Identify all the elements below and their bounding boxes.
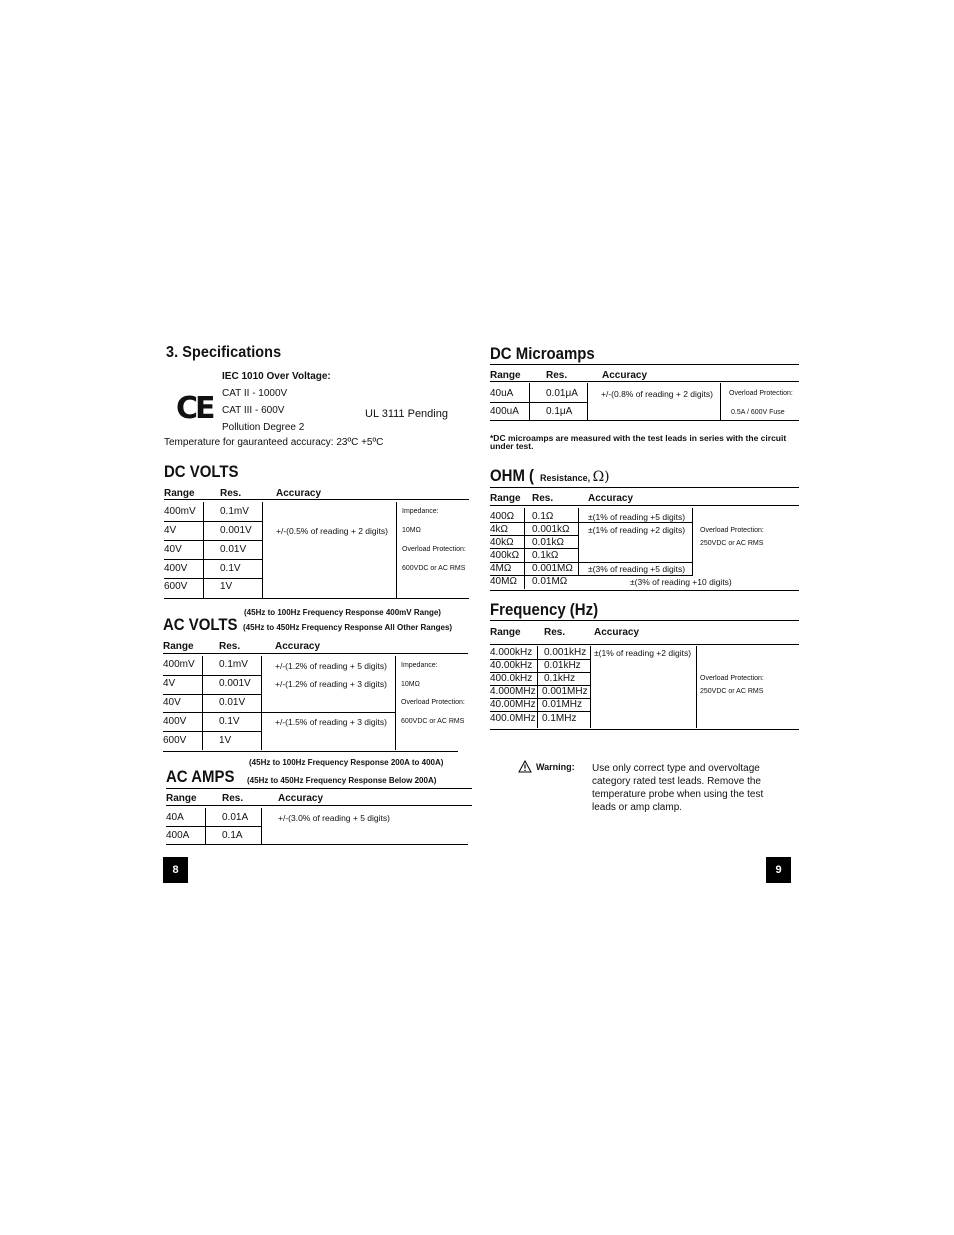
acv-header-range: Range xyxy=(163,641,194,652)
table-cell: 0.1mV xyxy=(220,506,249,517)
warning-triangle-icon xyxy=(518,760,532,773)
table-cell: 0.001MHz xyxy=(542,686,588,697)
acv-accuracy: +/-(1.2% of reading + 3 digits) xyxy=(275,679,387,689)
ohm-accuracy: ±(1% of reading +5 digits) xyxy=(588,512,686,522)
dcv-note: 600VDC or AC RMS xyxy=(402,565,466,572)
aca-header-accuracy: Accuracy xyxy=(278,793,324,804)
ohm-header-accuracy: Accuracy xyxy=(588,493,634,504)
dcua-footnote: *DC microamps are measured with the test leads in series with the circuit under test. xyxy=(490,433,787,451)
table-cell: 0.01MΩ xyxy=(532,576,568,587)
table-row: 4.000kHz xyxy=(490,647,533,658)
dcv-header-range: Range xyxy=(164,488,195,499)
ohm-header-res: Res. xyxy=(532,493,554,504)
dcv-note: Overload Protection: xyxy=(402,546,466,553)
table-cell: 0.1V xyxy=(220,563,241,574)
dc-microamps-title: DC Microamps xyxy=(490,344,595,363)
dcua-note: 0.5A / 600V Fuse xyxy=(731,409,785,416)
freq-header-res: Res. xyxy=(544,627,566,638)
table-row: 4V xyxy=(163,678,176,689)
iec-title: IEC 1010 Over Voltage: xyxy=(222,371,331,382)
ac-amps-title: AC AMPS xyxy=(166,767,235,786)
table-row: 400.0MHz xyxy=(490,713,536,724)
table-row: 40.00kHz xyxy=(490,660,533,671)
table-row: 4MΩ xyxy=(490,563,512,574)
dcua-accuracy: +/-(0.8% of reading + 2 digits) xyxy=(601,389,713,399)
aca-frequency-note: (45Hz to 450Hz Frequency Response Below 200A) xyxy=(247,776,437,785)
table-row: 40V xyxy=(163,697,181,708)
table-row: 40A xyxy=(166,812,184,823)
acv-header-res: Res. xyxy=(219,641,241,652)
table-cell: 0.01V xyxy=(219,697,246,708)
frequency-title: Frequency (Hz) xyxy=(490,600,599,619)
aca-accuracy: +/-(3.0% of reading + 5 digits) xyxy=(278,813,390,823)
table-row: 40kΩ xyxy=(490,537,514,548)
table-cell: 0.01μA xyxy=(546,388,578,399)
ac-volts-title: AC VOLTS xyxy=(163,615,238,634)
table-row: 40uA xyxy=(490,388,514,399)
table-cell: 0.001V xyxy=(220,525,252,536)
table-cell: 0.1μA xyxy=(546,406,573,417)
dcua-header-res: Res. xyxy=(546,370,568,381)
freq-note: Overload Protection: xyxy=(700,675,764,682)
ohm-subtitle: Resistance, xyxy=(540,473,593,483)
dcv-note: 10MΩ xyxy=(402,527,421,534)
ohm-note: 250VDC or AC RMS xyxy=(700,540,764,547)
warning-label: Warning: xyxy=(536,762,575,772)
dcua-header-accuracy: Accuracy xyxy=(602,370,648,381)
table-row: 400V xyxy=(163,716,187,727)
ohm-accuracy: ±(3% of reading +10 digits) xyxy=(630,577,732,587)
ul-pending: UL 3111 Pending xyxy=(365,408,448,420)
table-cell: 1V xyxy=(220,581,233,592)
acv-accuracy: +/-(1.5% of reading + 3 digits) xyxy=(275,717,387,727)
warning-text-line: temperature probe when using the test xyxy=(592,789,764,800)
acv-note: Impedance: xyxy=(401,662,438,669)
freq-header-range: Range xyxy=(490,627,521,638)
acv-frequency-note: (45Hz to 450Hz Frequency Response All Other Ranges) xyxy=(243,623,453,632)
table-row: 600V xyxy=(164,581,188,592)
temperature-accuracy: Temperature for gauranteed accuracy: 23ºC +5ºC xyxy=(164,437,384,448)
table-row: 400Ω xyxy=(490,511,515,522)
table-row: 400.0kHz xyxy=(490,673,533,684)
table-cell: 0.1MHz xyxy=(542,713,577,724)
dcv-accuracy: +/-(0.5% of reading + 2 digits) xyxy=(276,526,388,536)
acv-note: 10MΩ xyxy=(401,681,420,688)
cat2-rating: CAT II - 1000V xyxy=(222,388,288,399)
ohm-title: OHM ( xyxy=(490,466,535,485)
ohm-note: Overload Protection: xyxy=(700,527,764,534)
table-row: 400A xyxy=(166,830,190,841)
dcv-header-accuracy: Accuracy xyxy=(276,488,322,499)
cat3-rating: CAT III - 600V xyxy=(222,405,285,416)
acv-note: Overload Protection: xyxy=(401,699,465,706)
page-number-left: 8 xyxy=(163,857,188,883)
dcua-note: Overload Protection: xyxy=(729,390,793,397)
dcv-note: Impedance: xyxy=(402,508,439,515)
specifications-title: 3. Specifications xyxy=(166,344,282,361)
table-cell: 0.1mV xyxy=(219,659,248,670)
table-row: 400mV xyxy=(164,506,196,517)
table-cell: 0.001kΩ xyxy=(532,524,570,535)
aca-frequency-note: (45Hz to 100Hz Frequency Response 200A to 400A) xyxy=(249,758,444,767)
table-cell: 0.001V xyxy=(219,678,251,689)
table-cell: 0.1Ω xyxy=(532,511,554,522)
table-cell: 0.001MΩ xyxy=(532,563,573,574)
freq-header-accuracy: Accuracy xyxy=(594,627,640,638)
table-cell: 0.01V xyxy=(220,544,247,555)
table-cell: 1V xyxy=(219,735,232,746)
table-cell: 0.1kHz xyxy=(544,673,576,684)
acv-frequency-note: (45Hz to 100Hz Frequency Response 400mV Range) xyxy=(244,608,441,617)
pollution-degree: Pollution Degree 2 xyxy=(222,422,305,433)
table-row: 4kΩ xyxy=(490,524,509,535)
table-row: 400uA xyxy=(490,406,519,417)
page-number-right: 9 xyxy=(766,857,791,883)
freq-note: 250VDC or AC RMS xyxy=(700,688,764,695)
table-row: 40V xyxy=(164,544,182,555)
table-cell: 0.01kHz xyxy=(544,660,581,671)
aca-header-range: Range xyxy=(166,793,197,804)
table-row: 40MΩ xyxy=(490,576,517,587)
table-row: 4.000MHz xyxy=(490,686,536,697)
ce-mark-icon: CE xyxy=(176,391,213,426)
omega-icon: Ω) xyxy=(592,469,610,485)
table-row: 400V xyxy=(164,563,188,574)
table-cell: 0.01A xyxy=(222,812,249,823)
table-cell: 0.01MHz xyxy=(542,699,583,710)
warning-text-line: leads or amp clamp. xyxy=(592,802,683,813)
table-row: 4V xyxy=(164,525,177,536)
table-row: 600V xyxy=(163,735,187,746)
dc-volts-title: DC VOLTS xyxy=(164,462,239,481)
ohm-accuracy: ±(3% of reading +5 digits) xyxy=(588,564,686,574)
acv-note: 600VDC or AC RMS xyxy=(401,718,465,725)
dcv-header-res: Res. xyxy=(220,488,242,499)
acv-header-accuracy: Accuracy xyxy=(275,641,321,652)
dcua-header-range: Range xyxy=(490,370,521,381)
aca-header-res: Res. xyxy=(222,793,244,804)
table-cell: 0.1kΩ xyxy=(532,550,559,561)
table-row: 40.00MHz xyxy=(490,699,536,710)
ohm-accuracy: ±(1% of reading +2 digits) xyxy=(588,525,686,535)
table-cell: 0.01kΩ xyxy=(532,537,564,548)
warning-text-line: category rated test leads. Remove the xyxy=(592,776,761,787)
table-cell: 0.1V xyxy=(219,716,240,727)
table-row: 400mV xyxy=(163,659,195,670)
freq-accuracy: ±(1% of reading +2 digits) xyxy=(594,648,692,658)
acv-accuracy: +/-(1.2% of reading + 5 digits) xyxy=(275,661,387,671)
table-cell: 0.001kHz xyxy=(544,647,587,658)
table-row: 400kΩ xyxy=(490,550,520,561)
warning-text-line: Use only correct type and overvoltage xyxy=(592,763,760,774)
ohm-header-range: Range xyxy=(490,493,521,504)
table-cell: 0.1A xyxy=(222,830,243,841)
